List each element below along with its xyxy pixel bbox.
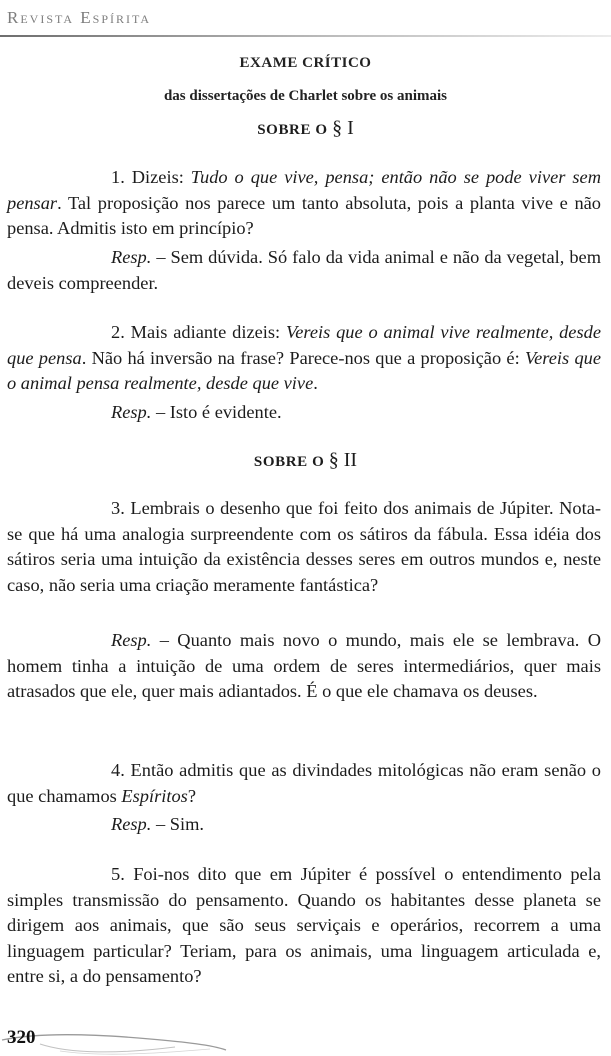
response-text: – Isto é evidente.: [151, 402, 282, 422]
paragraph-1: [7, 165, 601, 242]
section-symbol: § I: [332, 117, 354, 139]
paragraph-text: ?: [187, 785, 197, 806]
section-heading-2: [0, 449, 611, 472]
response-2: [7, 400, 601, 426]
section-heading-label: SOBRE O: [253, 454, 325, 470]
quoted-text: Vereis que o animal vive realmente, desde que pensa: [7, 322, 601, 368]
quoted-text: Espíritos: [121, 785, 188, 806]
header-rule: [0, 35, 611, 37]
paragraph-3: 3. Lembrais o desenho que foi feito dos animais de Júpiter. Nota-se que há uma analogia surpreendente com os sátiros da fábula. Essa idéia dos sátiros seria uma intuição da existência desses seres em outros mundos e, neste caso, não seria uma criação meramente fantástica?: [7, 498, 601, 595]
response-4: [7, 812, 601, 838]
chapter-title: EXAME CRÍTICO: [239, 55, 372, 71]
chapter-subtitle: das dissertações de Charlet sobre os animais: [163, 88, 448, 104]
response-3: [7, 628, 601, 705]
response-label: Resp.: [111, 247, 152, 267]
response-label: Resp.: [111, 402, 152, 422]
response-1: [7, 245, 601, 296]
paragraph-2: [7, 320, 601, 397]
paragraph-4: [7, 758, 601, 809]
section-symbol: § II: [328, 449, 358, 471]
quoted-text: Vereis que o animal pensa realmente, desde que vive: [7, 347, 601, 393]
response-label: Resp.: [111, 630, 152, 650]
paragraph-text: . Não há inversão na frase? Parece-nos que a proposição é:: [81, 347, 525, 368]
quoted-text: Tudo o que vive, pensa; então não se pode viver sem pensar: [7, 167, 601, 213]
paragraph-text: 4. Então admitis que as divindades mitológicas não eram senão o que chamamos: [7, 760, 601, 806]
paragraph-text: . Tal proposição nos parece um tanto absoluta, pois a planta vive e não pensa. Admitis isto em princípio?: [7, 192, 601, 238]
response-label: Resp.: [111, 814, 152, 834]
page-number: 320: [7, 1027, 36, 1048]
paragraph-text: .: [313, 373, 318, 393]
response-text: – Sim.: [151, 814, 204, 834]
paragraph-text: 2. Mais adiante dizeis:: [111, 322, 286, 342]
response-text: – Quanto mais novo o mundo, mais ele se lembrava. O homem tinha a intuição de uma ordem de seres intermediários, quer mais atrasados que ele, quer mais adiantados. É o que ele chamava os deuses.: [7, 630, 601, 701]
section-heading-label: SOBRE O: [257, 122, 328, 138]
paragraph-5: 5. Foi-nos dito que em Júpiter é possível o entendimento pela simples transmissão do pensamento. Quando os habitantes desse planeta se dirigem aos animais, que são seus serviçais e operários, recorrem a uma linguagem particular? Teriam, para os animais, uma linguagem articulada e, entre si, a do pensamento?: [7, 864, 601, 986]
section-heading-1: [0, 117, 611, 140]
running-head: Revista Espírita: [7, 8, 152, 27]
paragraph-text: 1. Dizeis:: [111, 167, 191, 187]
response-text: – Sem dúvida. Só falo da vida animal e não da vegetal, bem deveis compreender.: [7, 247, 601, 293]
